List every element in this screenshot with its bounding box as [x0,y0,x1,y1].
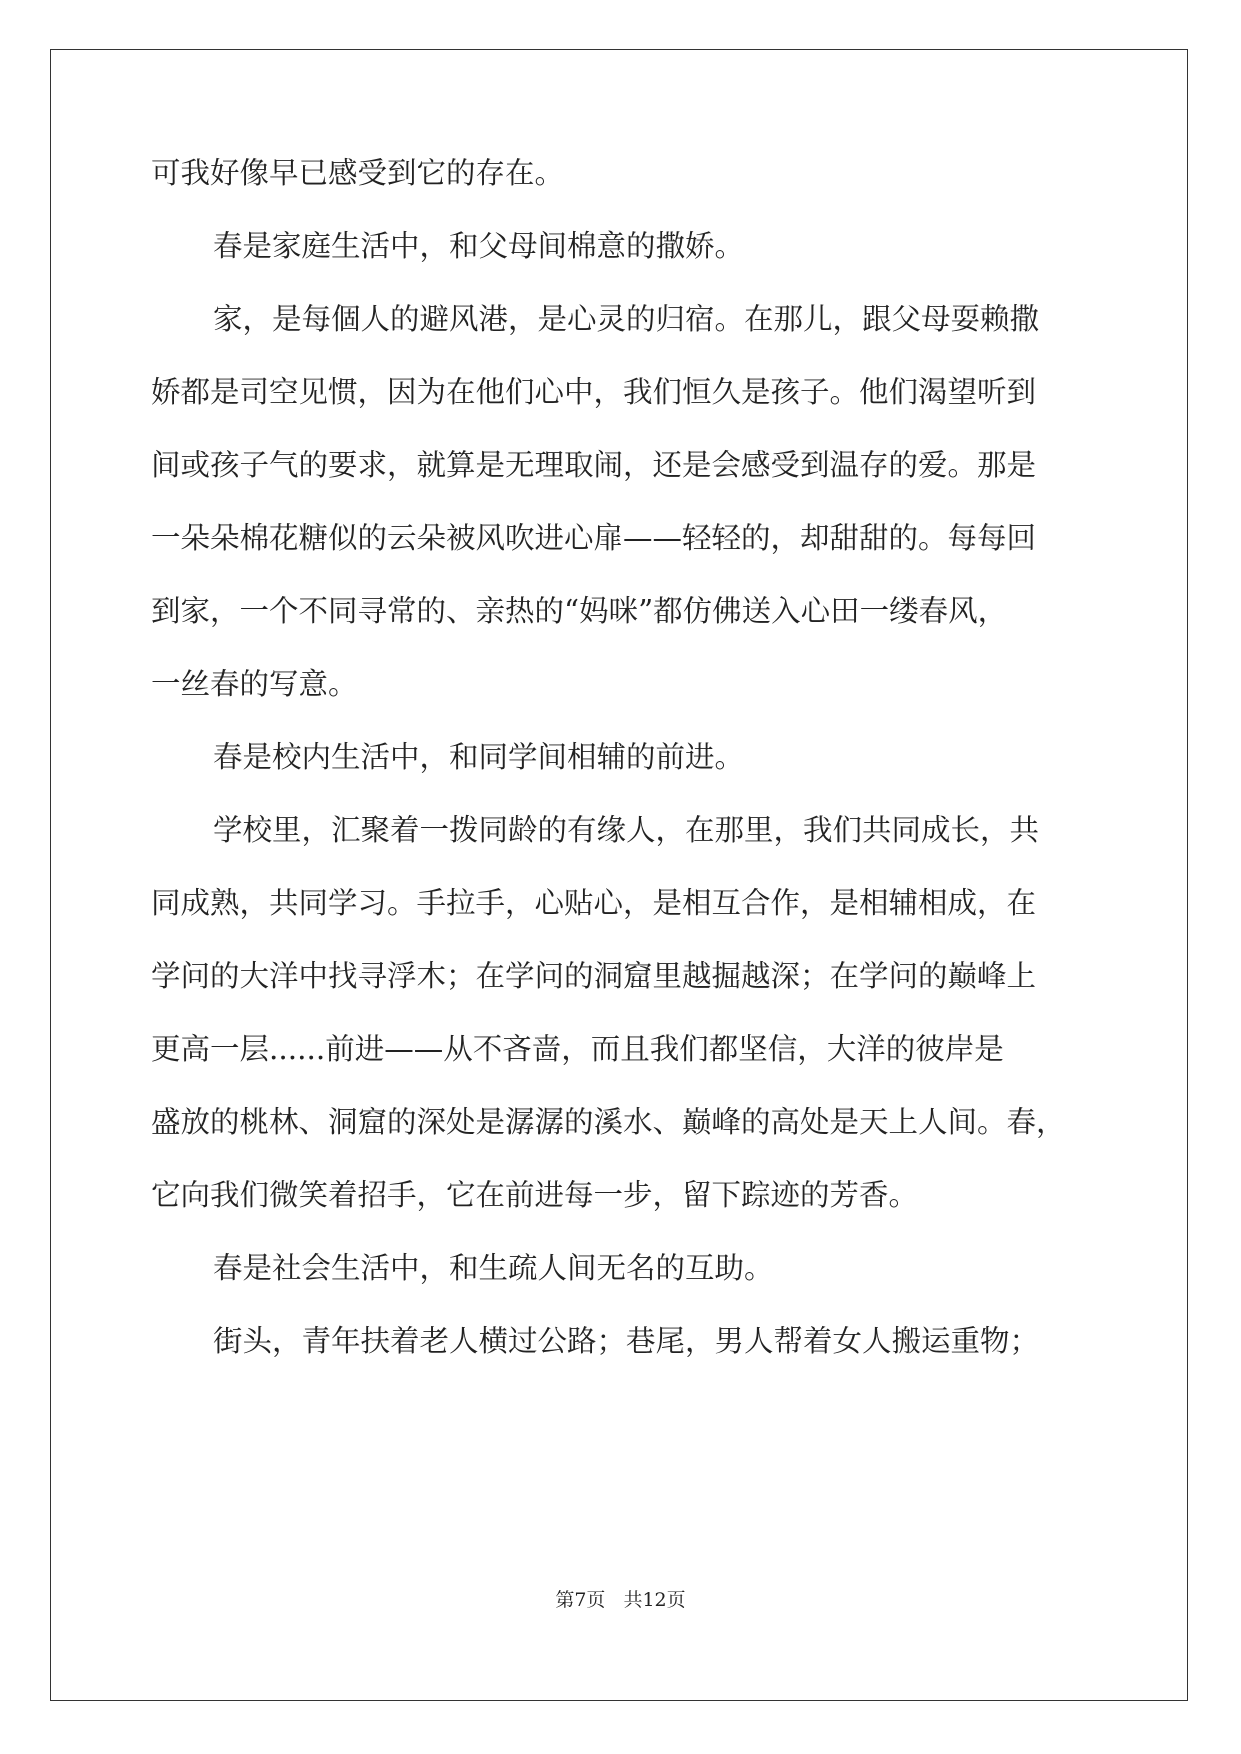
text-line: 学校里，汇聚着一拨同龄的有缘人，在那里，我们共同成长，共 [213,813,1040,847]
text-line: 可我好像早已感受到它的存在。 [151,156,565,190]
text-line: 盛放的桃林、洞窟的深处是潺潺的溪水、巅峰的高处是天上人间。春， [151,1105,1066,1139]
text-line: 一朵朵棉花糖似的云朵被风吹进心扉——轻轻的，却甜甜的。每每回 [151,521,1037,555]
page-number: 第7页 [555,1589,606,1611]
text-line: 同成熟，共同学习。手拉手，心贴心，是相互合作，是相辅相成，在 [151,886,1037,920]
page-footer [0,1588,1241,1612]
text-line: 它向我们微笑着招手，它在前进每一步，留下踪迹的芳香。 [151,1178,919,1212]
text-line: 更高一层......前进——从不吝啬，而且我们都坚信，大洋的彼岸是 [151,1032,1004,1066]
text-line: 春是家庭生活中，和父母间棉意的撒娇。 [213,229,745,263]
text-line: 一丝春的写意。 [151,667,358,701]
text-line: 学问的大洋中找寻浮木；在学问的洞窟里越掘越深；在学问的巅峰上 [151,959,1037,993]
text-line: 春是社会生活中，和生疏人间无名的互助。 [213,1251,774,1285]
text-line: 到家，一个不同寻常的、亲热的“妈咪”都仿佛送入心田一缕春风， [151,594,1008,628]
text-line: 春是校内生活中，和同学间相辅的前进。 [213,740,745,774]
text-line: 娇都是司空见惯，因为在他们心中，我们恒久是孩子。他们渴望听到 [151,375,1037,409]
text-line: 间或孩子气的要求，就算是无理取闹，还是会感受到温存的爱。那是 [151,448,1037,482]
text-line: 街头，青年扶着老人横过公路；巷尾，男人帮着女人搬运重物； [213,1324,1040,1358]
page-border [50,49,1188,1701]
text-line: 家，是每個人的避风港，是心灵的归宿。在那儿，跟父母耍赖撒 [213,302,1040,336]
page-total: 共12页 [623,1589,686,1611]
